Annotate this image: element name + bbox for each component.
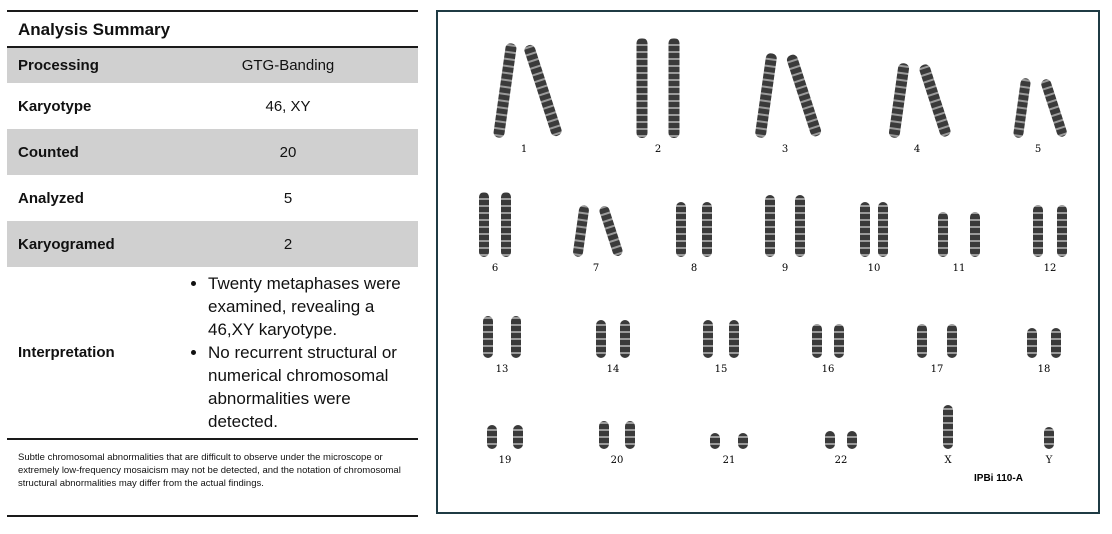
chromosome-pair-7	[572, 205, 623, 274]
bottom-rule	[7, 515, 418, 517]
chromosome-label: 4	[913, 144, 921, 155]
row-processing	[7, 48, 418, 83]
chromosome	[834, 324, 844, 358]
chromosome-pair-9	[765, 195, 805, 274]
chromosome-pair-15	[703, 320, 739, 375]
row-label: Karyotype	[18, 97, 92, 115]
chromosome	[625, 421, 635, 449]
chromosome	[947, 324, 957, 358]
chromosome-label: 12	[1043, 263, 1057, 274]
chromosome	[860, 202, 870, 257]
chromosome	[786, 53, 823, 137]
chromosome	[596, 320, 606, 358]
row-analyzed	[7, 175, 418, 221]
chromosome-label: 1	[520, 144, 528, 155]
row-value: 46, XY	[265, 97, 311, 115]
analysis-summary-table	[7, 10, 418, 517]
chromosome	[1057, 205, 1067, 257]
chromosome	[938, 212, 948, 257]
chromosome	[620, 320, 630, 358]
row-counted	[7, 129, 418, 175]
chromosome	[487, 425, 497, 449]
chromosome	[702, 202, 712, 257]
chromosome	[729, 320, 739, 358]
chromosome-label: 14	[606, 364, 620, 375]
chromosome-pair-20	[599, 421, 635, 466]
chromosome-pair-22	[825, 431, 857, 466]
chromosome-label: 7	[592, 263, 600, 274]
chromosome	[970, 212, 980, 257]
row-label: Counted	[18, 143, 79, 161]
chromosome	[812, 324, 822, 358]
chromosome	[523, 44, 563, 138]
chromosome-pair-X	[943, 405, 953, 466]
chromosome	[669, 38, 680, 138]
chromosome	[501, 192, 511, 257]
chromosome-label: 2	[654, 144, 662, 155]
chromosome-pair-2	[637, 38, 680, 155]
chromosome	[483, 316, 493, 358]
interpretation-label: Interpretation	[18, 344, 115, 361]
chromosome	[1044, 427, 1054, 449]
chromosome-label: 22	[834, 455, 848, 466]
karyogram-image	[436, 10, 1100, 514]
chromosome-pair-11	[938, 212, 980, 274]
disclaimer-note: Subtle chromosomal abnormalities that are difficult to observe under the microscope or extremely low-frequency mosaicism may not be detected, and the notation of chromosomal structural abnormalities may differ from the actual findings.	[18, 452, 401, 489]
chromosome	[738, 433, 748, 449]
chromosome	[878, 202, 888, 257]
chromosome	[710, 433, 720, 449]
chromosome-pair-18	[1027, 328, 1061, 375]
chromosome	[918, 63, 952, 138]
chromosome-label: 17	[930, 364, 944, 375]
row-label: Karyogramed	[18, 235, 115, 253]
row-karyotype	[7, 83, 418, 129]
chromosome-label: 18	[1037, 364, 1051, 375]
chromosome-pair-6	[479, 192, 511, 274]
table-title: Analysis Summary	[18, 20, 171, 39]
chromosome	[1033, 205, 1043, 257]
chromosome	[511, 316, 521, 358]
chromosome-label: X	[944, 455, 952, 466]
interpretation-bullet: • Twenty metaphases were examined, revealing a 46,XY karyotype.	[208, 272, 418, 341]
chromosome-label: 8	[690, 263, 698, 274]
chromosome-label: 11	[952, 263, 966, 274]
chromosome-label: 3	[781, 144, 789, 155]
chromosome-label: 9	[781, 263, 789, 274]
chromosome-label: 19	[498, 455, 512, 466]
chromosome-pair-12	[1033, 205, 1067, 274]
chromosome	[493, 43, 517, 139]
row-value: GTG-Banding	[241, 57, 335, 74]
chromosome	[703, 320, 713, 358]
chromosome-pair-13	[483, 316, 521, 375]
chromosome-label: 6	[491, 263, 499, 274]
chromosome-pair-1	[493, 43, 563, 155]
chromosome	[755, 53, 778, 139]
chromosome-pair-3	[755, 53, 823, 155]
chromosome-label: Y	[1045, 455, 1053, 466]
chromosome	[572, 205, 589, 258]
chromosome-label: 16	[821, 364, 835, 375]
chromosome	[637, 38, 648, 138]
chromosome	[847, 431, 857, 449]
karyogram-svg	[438, 12, 1098, 512]
chromosome-label: 10	[867, 263, 881, 274]
chromosome-label: 20	[610, 455, 624, 466]
chromosome	[1013, 78, 1031, 139]
cell-line-stamp: IPBi 110-A	[974, 473, 1023, 484]
chromosome	[825, 431, 835, 449]
interpretation-bullet: • No recurrent structural or numerical chromosomal abnormalities were detected.	[208, 341, 418, 433]
chromosome-pair-8	[676, 202, 712, 274]
chromosome	[479, 192, 489, 257]
chromosome	[598, 205, 624, 258]
chromosome	[888, 63, 909, 139]
chromosome	[1051, 328, 1061, 358]
chromosome	[513, 425, 523, 449]
chromosome	[599, 421, 609, 449]
row-value: 20	[279, 143, 297, 161]
chromosome-pair-10	[860, 202, 888, 274]
chromosome-pair-16	[812, 324, 844, 375]
chromosome-pair-17	[917, 324, 957, 375]
row-label: Processing	[18, 57, 99, 74]
chromosome-label: 13	[495, 364, 509, 375]
row-label: Analyzed	[18, 189, 84, 207]
row-karyogramed	[7, 221, 418, 267]
chromosome-pair-4	[888, 63, 951, 155]
row-value: 2	[283, 235, 293, 253]
chromosome-pair-Y	[1044, 427, 1054, 466]
chromosome-pair-5	[1013, 78, 1068, 155]
chromosome-label: 21	[722, 455, 736, 466]
chromosome	[795, 195, 805, 257]
chromosome-label: 15	[714, 364, 728, 375]
interpretation-list	[168, 272, 418, 433]
row-value: 5	[283, 189, 293, 207]
row-interpretation	[7, 267, 418, 438]
chromosome	[1027, 328, 1037, 358]
chromosome	[676, 202, 686, 257]
chromosome	[943, 405, 953, 449]
chromosome-label: 5	[1034, 144, 1042, 155]
chromosome-pair-21	[710, 433, 748, 466]
chromosome-pair-14	[596, 320, 630, 375]
chromosome	[917, 324, 927, 358]
chromosome	[1040, 78, 1068, 138]
chromosome-pair-19	[487, 425, 523, 466]
chromosome	[765, 195, 775, 257]
